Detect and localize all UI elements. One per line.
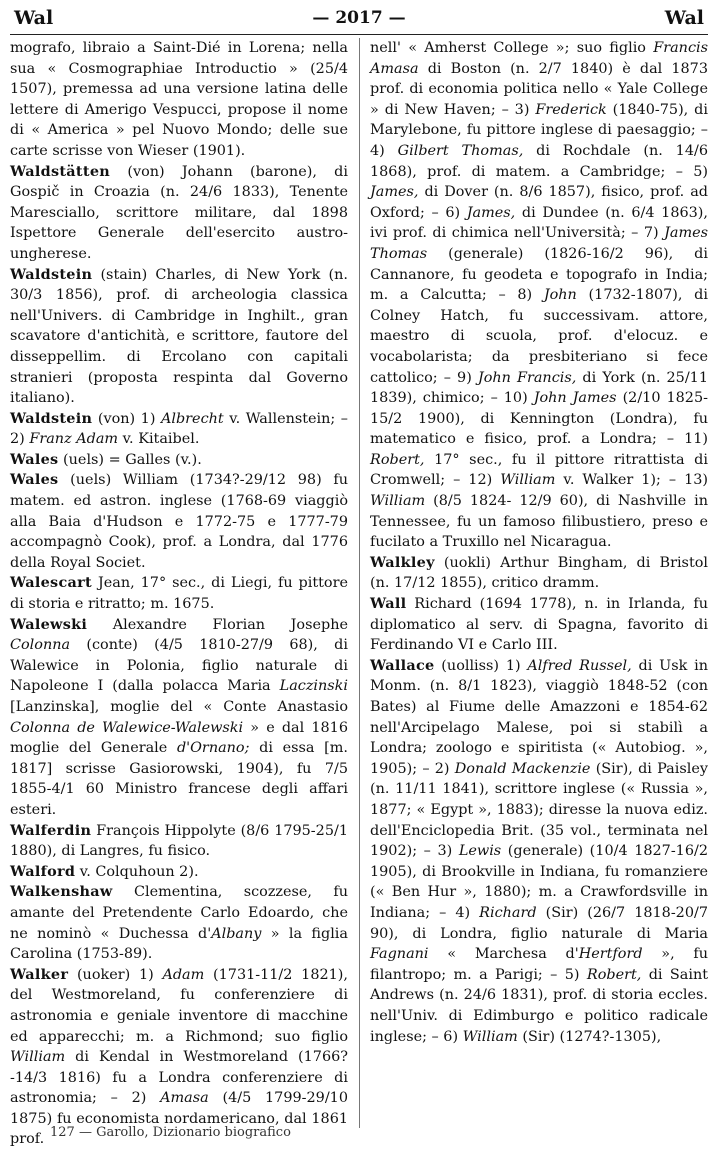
right-column <box>370 38 708 1126</box>
dictionary-entry <box>370 553 708 594</box>
dictionary-entry <box>370 594 708 656</box>
entry-text: Alexandre Florian Josephe <box>87 616 348 633</box>
entry-headword: Wales <box>10 450 59 468</box>
entry-italic-name: William <box>10 1049 66 1066</box>
entry-headword: Waldstein <box>10 265 93 283</box>
entry-text: v. Kitaibel. <box>118 431 200 448</box>
dictionary-entry <box>10 470 348 573</box>
entry-text: » e dal 1816 moglie del Generale <box>10 719 348 757</box>
entry-italic-name: Amasa <box>160 1090 209 1107</box>
entry-italic-name: Gilbert Thomas, <box>397 142 524 159</box>
entry-text: di Usk in Monm. (n. 8/1 1823), viaggiò 1848-52 (con Bates) al Fiume delle Amazzoni e 1854-62 nell'Arcipelago Malese, poi si stabilì a Londra; zoologo e spiritista (« Autobiog. », 1905); – 2) <box>370 657 708 777</box>
entry-italic-name: John <box>543 287 577 304</box>
entry-italic-name: Alfred Russel, <box>527 657 632 674</box>
entry-headword: Waldstein <box>10 409 93 427</box>
entry-headword: Walker <box>10 965 69 983</box>
entry-italic-name: Richard <box>479 904 537 921</box>
entry-text: v. Wallenstein; – 2) <box>10 410 348 448</box>
entry-text: (4/5 1799-29/10 1875) fu economista nordamericano, dal 1861 prof. <box>10 1090 348 1148</box>
entry-text: v. Colquhoun 2). <box>75 863 199 880</box>
header-right-guideword: Wal <box>664 7 704 29</box>
entry-text: di Saint Andrews (n. 24/6 1831), prof. di storia eccles. nell'Univ. di Edimburgo e politico radicale inglese; – 6) <box>370 966 708 1045</box>
entry-headword: Wall <box>370 595 407 613</box>
entry-text: (generale) (10/4 1827-16/2 1905), di Brookville in Indiana, fu romanziere (« Ben Hur », 1880); m. a Crawfordsville in Indiana; – 4) <box>370 843 708 921</box>
entry-italic-name: Albany <box>211 925 262 942</box>
dictionary-entry <box>10 409 348 450</box>
dictionary-entry <box>10 38 348 162</box>
entry-text: mografo, libraio a Saint-Dié in Lorena; nella sua « Cosmographiae Introductio » (25/4 1507), premessa ad una versione latina delle lettere di Amerigo Vespucci, propose il nome di « America » pel Nuovo Mondo; delle sue carte scrisse von Wieser (1901). <box>10 40 348 159</box>
entry-text: François Hippolyte (8/6 1795-25/1 1880), di Langres, fu fisico. <box>10 822 348 860</box>
dictionary-entry <box>370 656 708 1047</box>
dictionary-entry <box>10 882 348 964</box>
header-left-guideword: Wal <box>14 7 54 29</box>
entry-text: (uels) = Galles (v.). <box>58 451 202 468</box>
entry-text: (1732-1807), di Colney Hatch, fu successivam. attore, maestro di scuola, prof. d'elocuz. e vocabolarista; da presbiteriano si fece cattolico; – 9) <box>370 287 708 386</box>
entry-text: » la figlia Carolina (1753-89). <box>10 925 348 963</box>
entry-headword: Walkenshaw <box>10 883 113 901</box>
entry-text: di Boston (n. 2/7 1840) è dal 1873 prof. di economia politica nello « Yale College » di New Haven; – 3) <box>370 60 708 118</box>
entry-text: « Marchesa d' <box>428 946 579 963</box>
entry-text: Richard (1694 1778), n. in Irlanda, fu diplomatico al serv. di Spagna, favorito di Ferdinando VI e Carlo III. <box>370 596 708 654</box>
entry-text: di Kendal in Westmoreland (1766?-14/3 1816) fu a Londra conferenziere di astronomia; – 2) <box>10 1049 348 1107</box>
entry-headword: Walford <box>10 862 76 880</box>
entry-italic-name: Frederick <box>535 101 607 118</box>
dictionary-entry <box>10 821 348 862</box>
entry-italic-name: Adam <box>162 966 205 983</box>
entry-headword: Walkley <box>370 553 435 571</box>
page-header <box>14 4 704 32</box>
dictionary-entry <box>10 450 348 471</box>
entry-text: (Sir) (1274?-1305), <box>517 1028 662 1045</box>
entry-text: (8/5 1824- 12/9 60), di Nashville in Tennessee, fu un famoso filibustiero, preso e fucilato a Truxillo nel Nicaragua. <box>370 493 708 551</box>
entry-text: di York (n. 25/11 1839), chimico; – 10) <box>370 369 708 407</box>
entry-headword: Wales <box>10 471 59 489</box>
entry-headword: Wallace <box>370 656 435 674</box>
entry-text: », fu filantropo; m. a Parigi; – 5) <box>370 946 709 983</box>
column-divider <box>359 38 360 1128</box>
entry-italic-name: Robert, <box>586 966 642 983</box>
entry-italic-name: d'Ornano; <box>176 740 250 757</box>
dictionary-entry <box>10 573 348 614</box>
entry-text: (von) 1) <box>92 410 161 427</box>
entry-headword: Walferdin <box>10 821 92 839</box>
entry-text: di essa [m. 1817] scrisse Gasiorowski, 1904), fu 7/5 1855-4/1 60 Ministro francese degli affari esteri. <box>10 740 348 818</box>
entry-text: v. Walker 1); – 13) <box>555 472 708 489</box>
page-number: — 2017 — <box>312 8 406 28</box>
entry-italic-name: Donald Mackenzie <box>454 760 591 777</box>
dictionary-entry <box>10 265 348 409</box>
dictionary-entry <box>10 615 348 821</box>
entry-italic-name: Franz Adam <box>29 431 119 448</box>
entry-text: (1731-11/2 1821), del Westmoreland, fu conferenziere di astronomia e geniale inventore di macchine ed apparecchi; m. a Richmond; suo figlio <box>10 966 348 1045</box>
entry-text: (uels) William (1734?-29/12 98) fu matem. ed astron. inglese (1768-69 viaggiò alla Baia d'Hudson e 1772-75 e 1777-79 accompagnò Cook), prof. a Londra, dal 1776 della Royal Societ. <box>10 472 348 571</box>
entry-italic-name: James, <box>466 204 516 221</box>
entry-text: (uolliss) 1) <box>434 657 528 674</box>
entry-text: Jean, 17° sec., di Liegi, fu pittore di storia e ritratto; m. 1675. <box>10 575 348 613</box>
entry-italic-name: Albrecht <box>160 410 224 427</box>
entry-text: (stain) Charles, di New York (n. 30/3 1856), prof. di archeologia classica nell'Univers. di Cambridge in Inghilt., gran scavatore d'antichità, e scrittore, fautore del disseppellim. di Ercolano con capitali stranieri (proposta respinta dal Governo italiano). <box>10 266 348 407</box>
entry-italic-name: William <box>500 472 556 489</box>
entry-italic-name: Colonna <box>10 637 71 654</box>
entry-text: (generale) (1826-16/2 96), di Cannanore, fu geodeta e topografo in India; m. a Calcutta; – 8) <box>370 245 708 304</box>
entry-italic-name: William <box>370 493 426 510</box>
entry-italic-name: Lewis <box>458 843 502 860</box>
entry-text: Clementina, scozzese, fu amante del Pretendente Carlo Edoardo, che ne nominò « Duchessa d' <box>10 884 348 942</box>
entry-italic-name: William <box>462 1028 518 1045</box>
entry-italic-name: Francis Amasa <box>370 40 708 77</box>
entry-italic-name: James, <box>370 184 419 201</box>
entry-text: (uokli) Arthur Bingham, di Bristol (n. 17/12 1855), critico dramm. <box>370 554 708 592</box>
entry-italic-name: Colonna de Walewice-Walewski <box>10 719 244 736</box>
entry-text: [Lanzinska], moglie del « Conte Anastasio <box>10 699 348 715</box>
entry-text: (Sir), di Paisley (n. 11/11 1841), scrittore inglese (« Russia », 1877; « Egypt », 1883); diresse la nuova ediz. dell'Enciclopedia Brit. (35 vol., terminata nel 1902); – 3) <box>370 760 708 860</box>
entry-headword: Waldstätten <box>10 162 111 180</box>
entry-italic-name: Laczinski <box>279 678 348 695</box>
entry-text: di Dover (n. 8/6 1857), fisico, prof. ad Oxford; – 6) <box>370 184 708 221</box>
header-rule <box>10 34 708 35</box>
entry-text: nell' « Amherst College »; suo figlio <box>370 40 654 56</box>
dictionary-entry <box>10 965 348 1150</box>
entry-text: (uoker) 1) <box>68 966 163 983</box>
entry-text: 17° sec., fu il pittore ritrattista di Cromwell; – 12) <box>370 451 708 489</box>
entry-italic-name: John Francis, <box>477 369 577 386</box>
entry-italic-name: Fagnani <box>370 946 429 963</box>
entry-text: (conte) (4/5 1810-27/9 68), di Walewice in Polonia, figlio naturale di Napoleone I (dalla polacca Maria <box>10 637 348 695</box>
dictionary-entry <box>10 862 348 883</box>
dictionary-entry <box>10 162 348 265</box>
entry-text: di Rochdale (n. 14/6 1868), prof. di matem. a Cambridge; – 5) <box>370 142 708 180</box>
entry-headword: Walescart <box>10 574 92 592</box>
entry-headword: Walewski <box>10 615 88 633</box>
entry-text: di Dundee (n. 6/4 1863), ivi prof. di chimica nell'Università; – 7) <box>370 204 708 242</box>
entry-italic-name: Hertford <box>578 946 643 963</box>
entry-italic-name: James Thomas <box>370 225 708 262</box>
footer-signature-line: 127 — Garollo, Dizionario biografico <box>50 1125 291 1140</box>
entry-text: (von) Johann (barone), di Gospič in Croazia (n. 24/6 1833), Tenente Maresciallo, scrittore militare, dal 1898 Ispettore Generale dell'esercito austro-ungherese. <box>10 163 348 262</box>
entry-italic-name: John James <box>533 390 617 407</box>
entry-text: (1840-75), di Marylebone, fu pittore inglese di paesaggio; – 4) <box>370 101 708 159</box>
entry-italic-name: Robert, <box>370 451 425 468</box>
dictionary-entry <box>370 38 708 553</box>
entry-text: (Sir) (26/7 1818-20/7 90), di Londra, figlio naturale di Maria <box>370 904 708 942</box>
entry-text: (2/10 1825-15/2 1900), di Kennington (Londra), fu matematico e fisico, prof. a Londra; – 11) <box>370 390 708 448</box>
